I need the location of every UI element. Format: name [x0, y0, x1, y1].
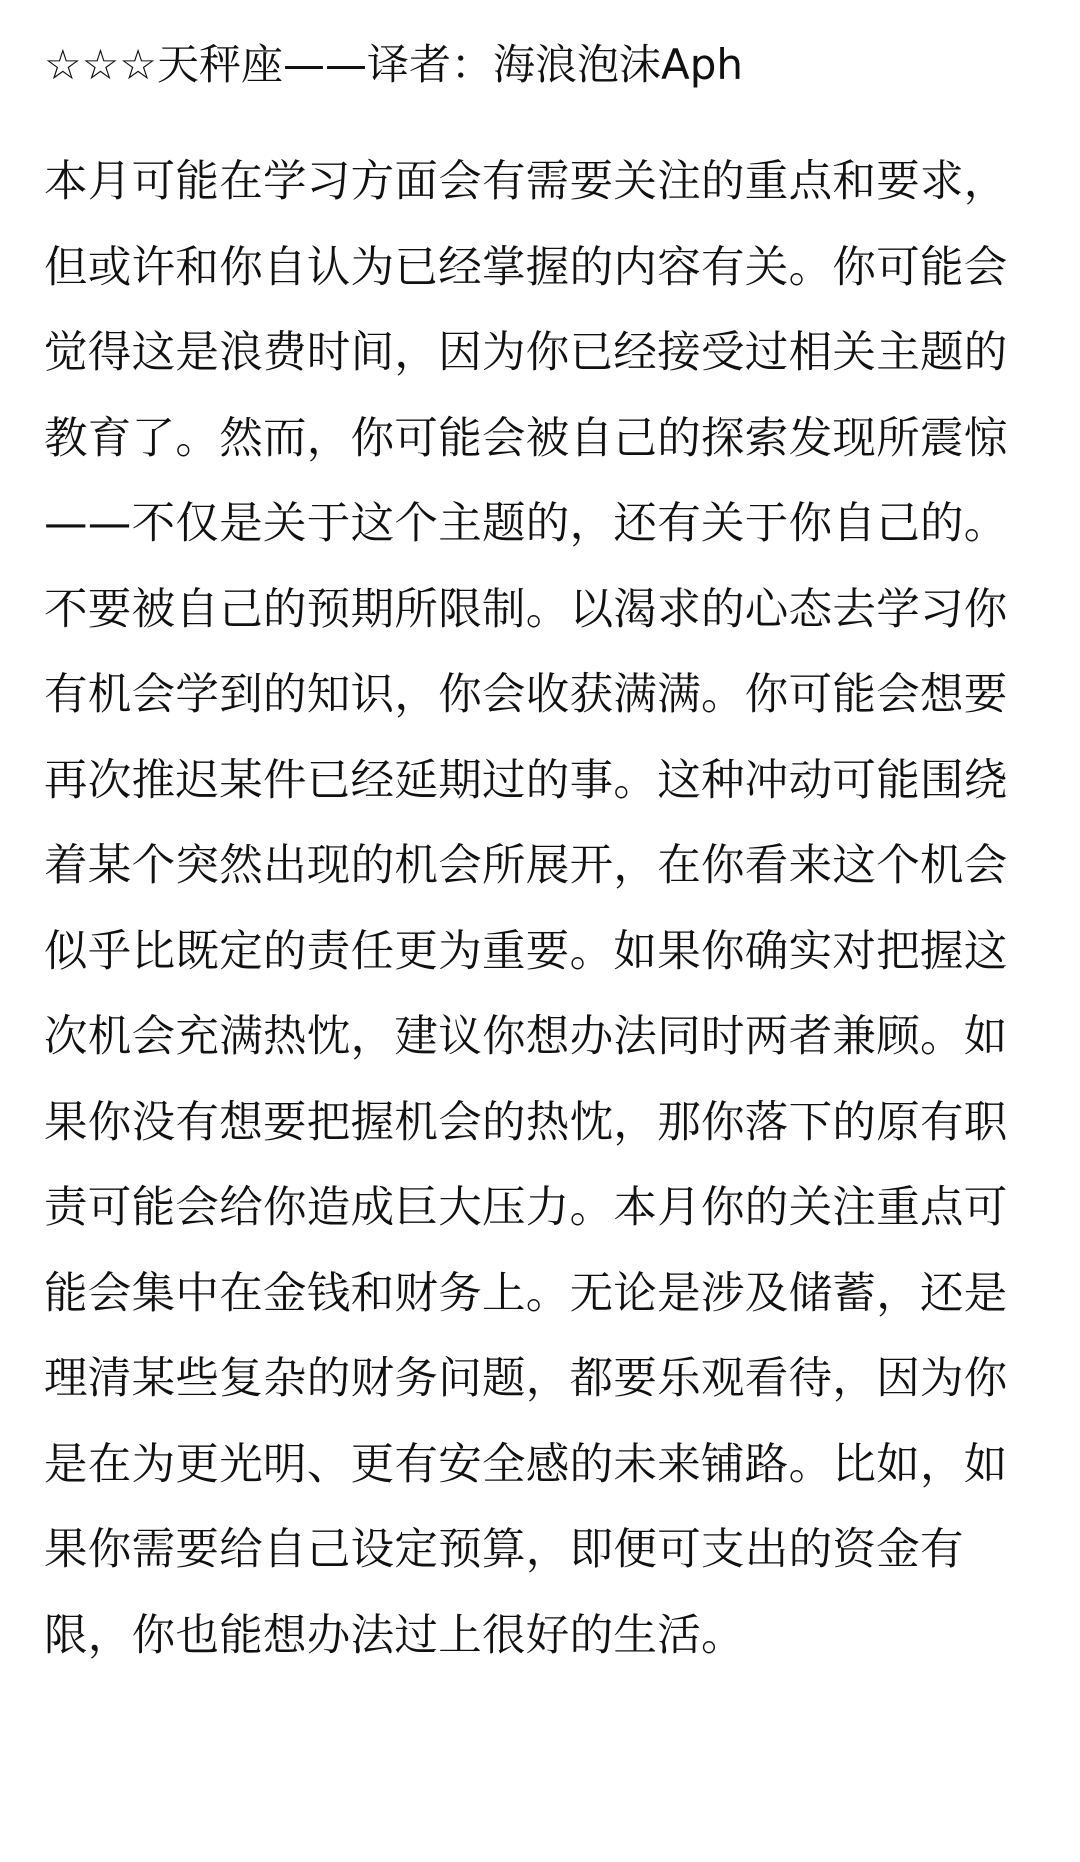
article-title: ☆☆☆天秤座——译者：海浪泡沫Aph	[44, 40, 743, 89]
article-body: 本月可能在学习方面会有需要关注的重点和要求，但或许和你自认为已经掌握的内容有关。你可能会觉得这是浪费时间，因为你已经接受过相关主题的教育了。然而，你可能会被自己的探索发现所震惊——不仅是关于这个主题的，还有关于你自己的。不要被自己的预期所限制。以渴求的心态去学习你有机会学到的知识，你会收获满满。你可能会想要再次推迟某件已经延期过的事。这种冲动可能围绕着某个突然出现的机会所展开，在你看来这个机会似乎比既定的责任更为重要。如果你确实对把握这次机会充满热忱，建议你想办法同时两者兼顾。如果你没有想要把握机会的热忱，那你落下的原有职责可能会给你造成巨大压力。本月你的关注重点可能会集中在金钱和财务上。无论是涉及储蓄，还是理清某些复杂的财务问题，都要乐观看待，因为你是在为更光明、更有安全感的未来铺路。比如，如果你需要给自己设定预算，即便可支出的资金有限，你也能想办法过上很好的生活。	[44, 157, 1008, 1661]
